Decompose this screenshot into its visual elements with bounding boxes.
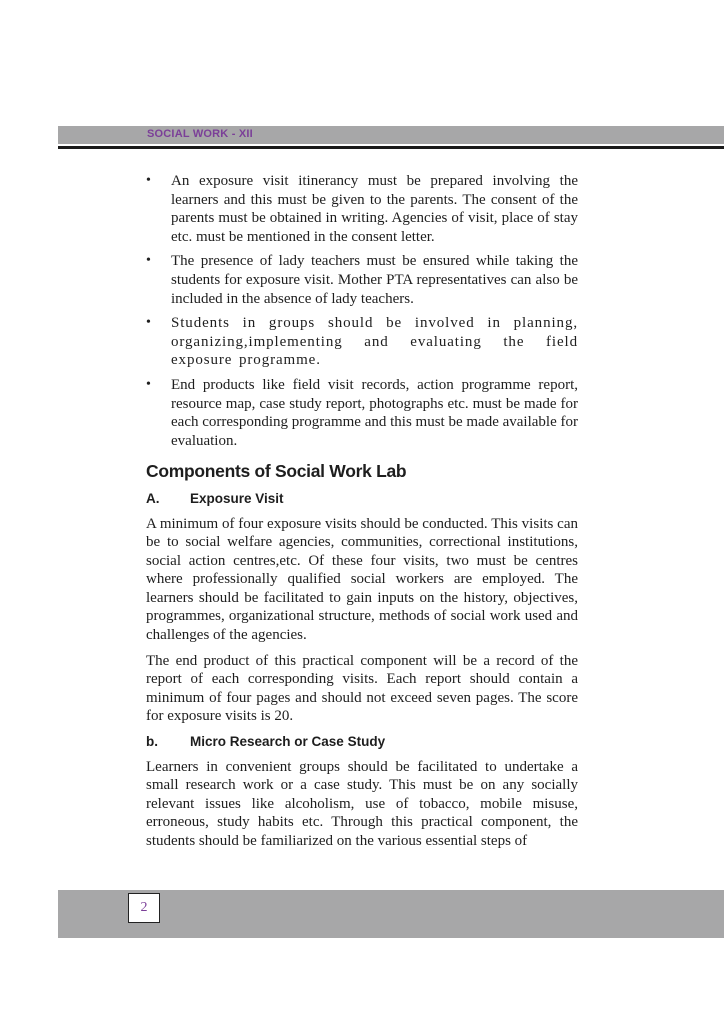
paragraph: Learners in convenient groups should be facilitated to undertake a small research work or a case study. This must be on any socially relevant issues like alcoholism, use of tobacco, mobile misuse, erroneous, study habits etc. Through this practical component, the students should be familiarized on the various essential steps of [146, 758, 578, 849]
running-header-title: SOCIAL WORK - XII [147, 128, 253, 140]
subsection-letter: A. [146, 490, 160, 506]
section-heading: Components of Social Work Lab [146, 461, 407, 482]
bullet-text: End products like field visit records, action programme report, resource map, case study report, photographs etc. must be made for each corresponding programme and this must be made available for evaluation. [171, 376, 578, 449]
page-number: 2 [128, 893, 160, 923]
subsection-letter: b. [146, 734, 158, 750]
subsection-title: Micro Research or Case Study [190, 734, 386, 750]
bullet-text: Students in groups should be involved in planning, organizing,implementing and evaluating the field exposure programme. [171, 315, 578, 369]
bullet-text: The presence of lady teachers must be ensured while taking the students for exposure visit. Mother PTA representatives can also be included in the absence of lady teachers. [171, 253, 578, 307]
bullet-item [146, 376, 578, 450]
subsection-heading-b [146, 733, 578, 752]
paragraph: A minimum of four exposure visits should be conducted. This visits can be to social welfare agencies, communities, correctional institutions, social action centres,etc. Of these four visits, two must be centres where professionally qualified social workers are employed. The learners should be facilitated to gain inputs on the history, objectives, programmes, organizational structure, methods of social work used and challenges of the agencies. [146, 515, 578, 644]
bullet-icon: • [146, 315, 151, 331]
bullet-item [146, 314, 578, 370]
subsection-title: Exposure Visit [190, 490, 284, 506]
bullet-list [146, 172, 578, 450]
header-rule [58, 146, 724, 149]
bullet-item [146, 172, 578, 246]
bullet-icon: • [146, 173, 151, 188]
page-content [146, 172, 578, 858]
bullet-item [146, 252, 578, 308]
bullet-icon: • [146, 253, 151, 269]
subsection-heading-a [146, 490, 578, 509]
bullet-text: An exposure visit itinerancy must be prepared involving the learners and this must be given to the parents. The consent of the parents must be obtained in writing. Agencies of visit, place of stay etc. must be mentioned in the consent letter. [171, 173, 578, 245]
bullet-icon: • [146, 376, 151, 392]
paragraph: The end product of this practical component will be a record of the report of each corresponding visits. Each report should contain a minimum of four pages and should not exceed seven pages. The score for exposure visits is 20. [146, 652, 578, 725]
